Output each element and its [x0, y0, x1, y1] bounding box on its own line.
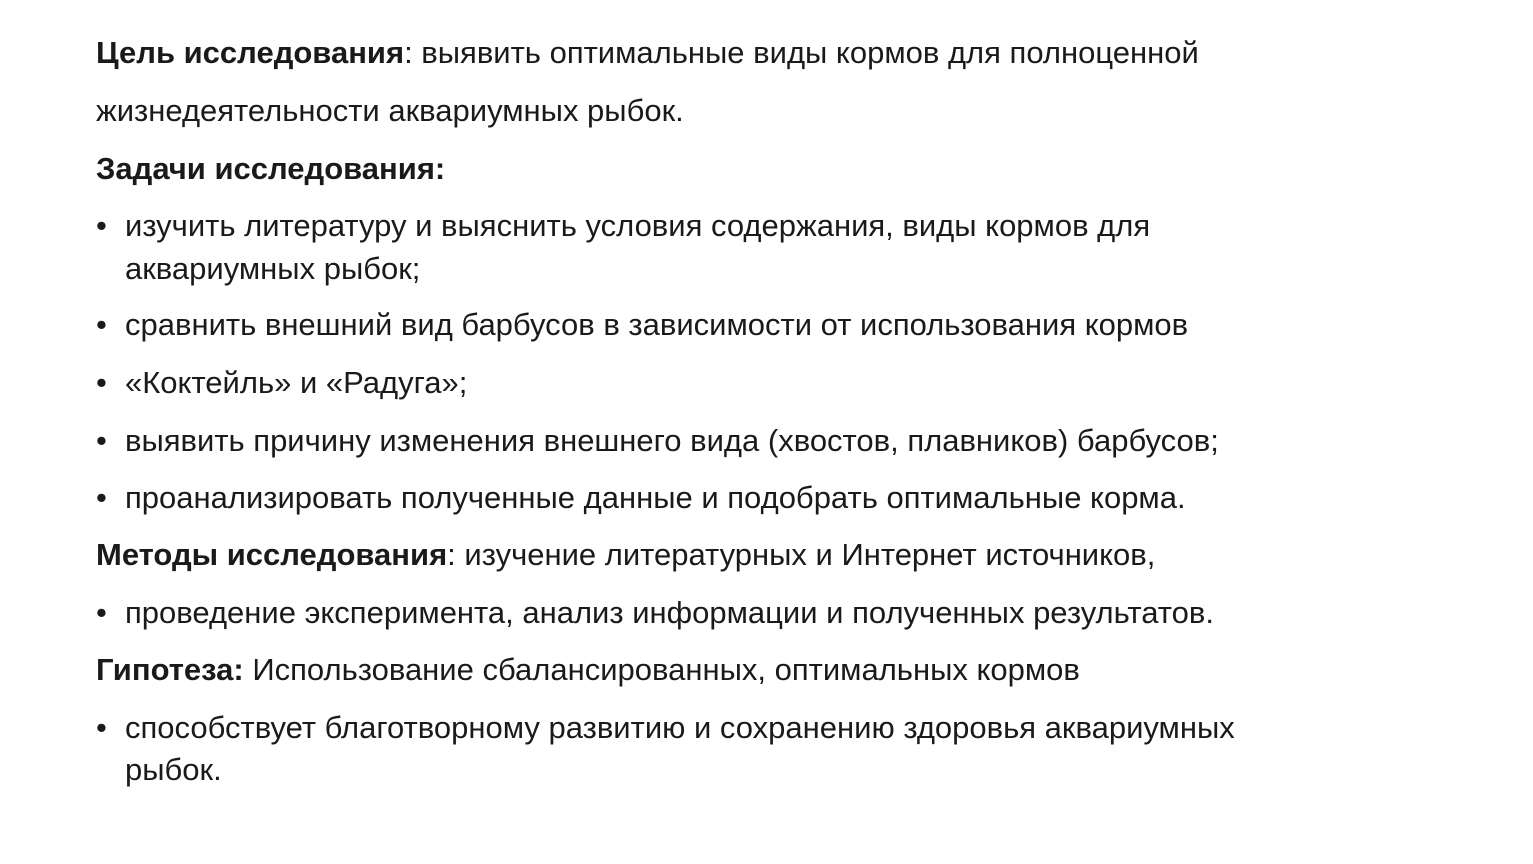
- goal-text-2: жизнедеятельности аквариумных рыбок.: [96, 93, 684, 128]
- bullet-icon: •: [96, 423, 107, 458]
- task-3-line: «Коктейль» и «Радуга»;: [125, 365, 468, 400]
- hypothesis-bullet-line-1: способствует благотворному развитию и сохранению здоровья аквариумных: [125, 710, 1235, 745]
- task-4-line: выявить причину изменения внешнего вида (хвостов, плавников) барбусов;: [125, 423, 1219, 458]
- methods-label: Методы исследования: [96, 537, 448, 572]
- bullet-icon: •: [96, 480, 107, 515]
- bullet-icon: •: [96, 208, 107, 243]
- goal-text-1: : выявить оптимальные виды кормов для полноценной: [404, 35, 1199, 70]
- hypothesis-bullet-line-2: рыбок.: [125, 752, 222, 787]
- tasks-heading: [96, 151, 446, 186]
- tasks-heading-text: Задачи исследования:: [96, 151, 446, 186]
- bullet-icon: •: [96, 595, 107, 630]
- hypothesis-label: Гипотеза:: [96, 652, 244, 687]
- task-1-line-2: аквариумных рыбок;: [125, 251, 421, 286]
- goal-line-1: [96, 35, 1199, 70]
- goal-label: Цель исследования: [96, 35, 405, 70]
- task-2-line: сравнить внешний вид барбусов в зависимости от использования кормов: [125, 307, 1189, 342]
- bullet-icon: •: [96, 365, 107, 400]
- hypothesis-text: Использование сбалансированных, оптимальных кормов: [243, 652, 1080, 687]
- bullet-icon: •: [96, 307, 107, 342]
- bullet-icon: •: [96, 710, 107, 745]
- hypothesis-line: [96, 652, 1080, 687]
- task-1-line-1: изучить литературу и выяснить условия содержания, виды кормов для: [125, 208, 1151, 243]
- methods-line: [96, 537, 1156, 572]
- task-5-line: проанализировать полученные данные и подобрать оптимальные корма.: [125, 480, 1186, 515]
- goal-line-2: [96, 93, 684, 128]
- methods-text: : изучение литературных и Интернет источников,: [447, 537, 1156, 572]
- methods-bullet: проведение эксперимента, анализ информации и полученных результатов.: [125, 595, 1214, 630]
